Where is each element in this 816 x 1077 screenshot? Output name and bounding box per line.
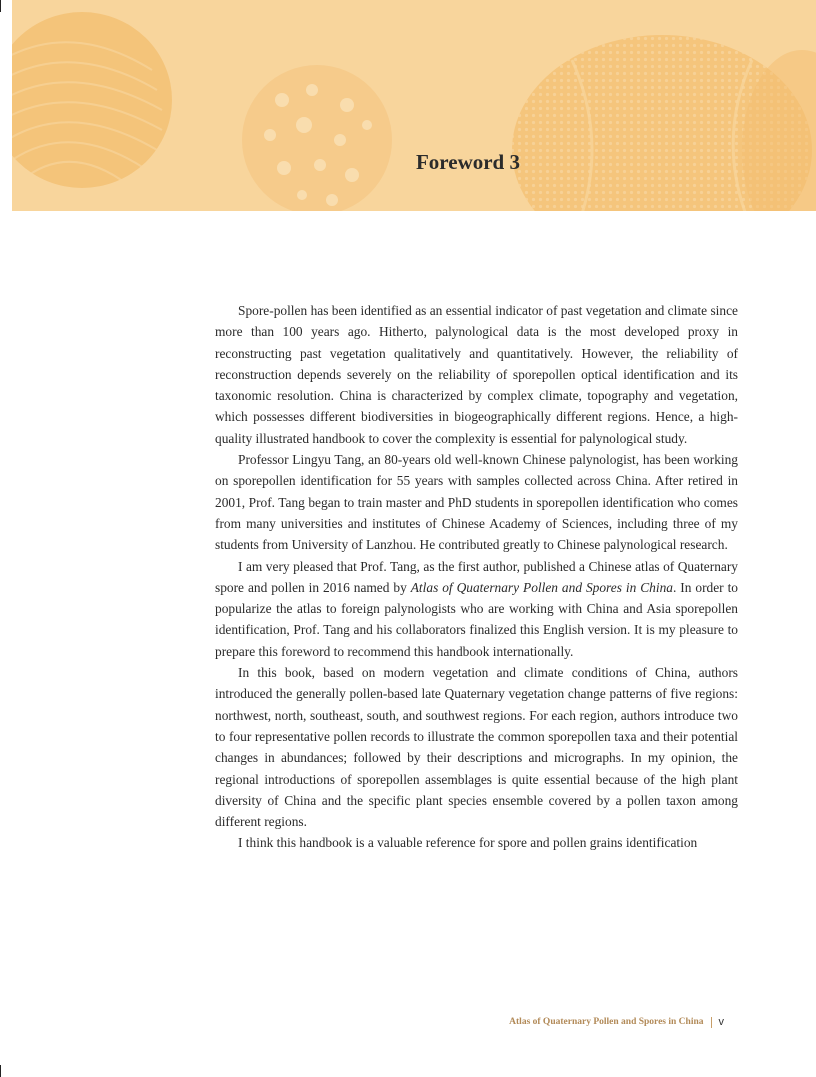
- large-pollen-grain: [512, 35, 816, 211]
- crop-mark-bottom-left: [0, 1065, 1, 1077]
- running-footer-title: Atlas of Quaternary Pollen and Spores in China: [509, 1017, 704, 1027]
- paragraph-5: I think this handbook is a valuable reference for spore and pollen grains identification: [238, 835, 698, 851]
- header-banner: [12, 0, 816, 211]
- page-footer: [509, 1016, 724, 1028]
- pollen-illustration: [12, 0, 816, 211]
- paragraph-2: Professor Lingyu Tang, an 80-years old well-known Chinese palynologist, has been working on sporepollen identification for 55 years with samples collected across China. After retired in 2001, Prof. Tang began to train master and PhD students in sporepollen identification who comes from many universities and institutes of Chinese Academy of Sciences, including three of my students from University of Lanzhou. He contributed greatly to Chinese palynological research.: [215, 452, 738, 553]
- pitted-pollen-grain: [242, 65, 392, 211]
- book-title-italic: Atlas of Quaternary Pollen and Spores in China: [410, 579, 673, 595]
- paragraph-3: I am very pleased that Prof. Tang, as the first author, published a Chinese atlas of Quaternary spore and pollen in 2016 named by Atlas of Quaternary Pollen and Spores in China. In order to popularize the atlas to foreign palynologists who are working with China and Asia sporepollen identification, Prof. Tang and his collaborators finalized this English version. It is my pleasure to prepare this foreword to recommend this handbook internationally.: [215, 558, 739, 659]
- paragraph-1: Spore-pollen has been identified as an essential indicator of past vegetation and climate since more than 100 years ago. Hitherto, palynological data is the most developed proxy in reconstructing past vegetation qualitatively and quantitatively. However, the reliability of reconstruction depends severely on the reliability of sporepollen optical identification and its taxonomic resolution. China is characterized by complex climate, topography and vegetation, which possesses different biodiversities in biogeographically different regions. Hence, a high-quality illustrated handbook to cover the complexity is essential for palynological study.: [215, 303, 738, 446]
- crop-mark-top-left: [0, 0, 1, 12]
- footer-divider: [711, 1017, 712, 1028]
- foreword-body: [215, 300, 738, 854]
- page-title: Foreword 3: [415, 150, 520, 174]
- page-number: v: [718, 1016, 724, 1028]
- paragraph-4: In this book, based on modern vegetation and climate conditions of China, authors introduced the generally pollen-based late Quaternary vegetation change patterns of five regions: northwest, north, southeast, south, and southwest regions. For each region, authors introduce two to four representative pollen records to illustrate the common sporepollen taxa and their potential changes in abundances; followed by their descriptions and micrographs. In my opinion, the regional introductions of sporepollen assemblages is quite essential because of the high plant diversity of China and the specific plant species ensemble covered by a pollen taxon among different regions.: [215, 665, 738, 830]
